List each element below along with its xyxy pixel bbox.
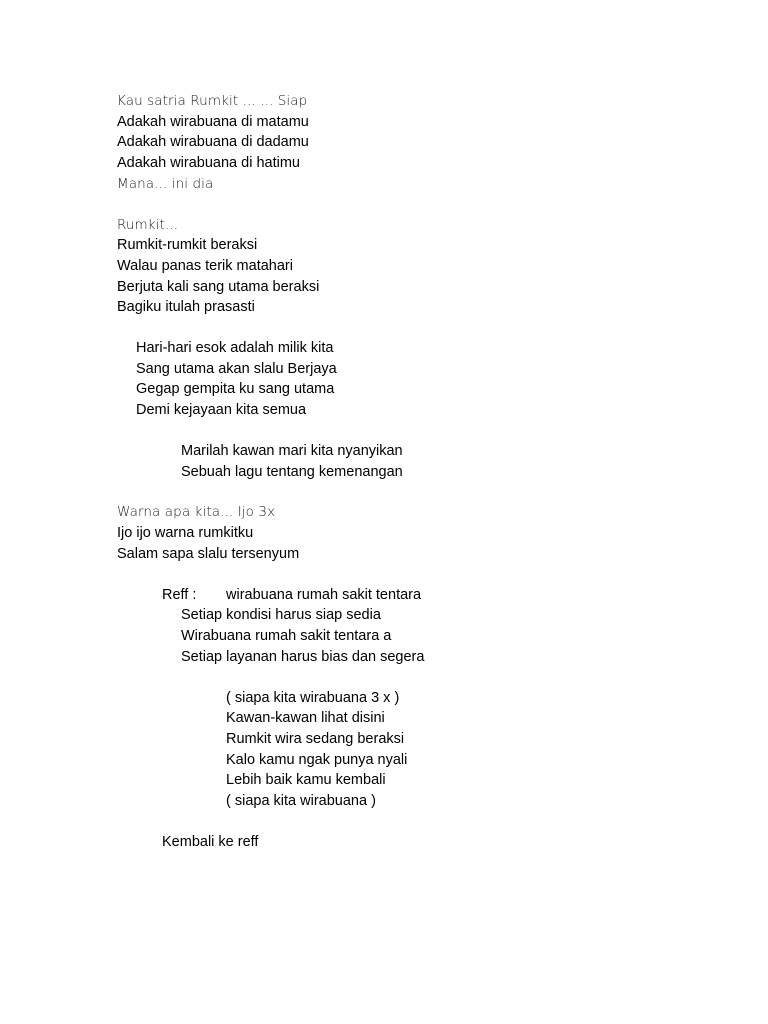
lyric-line: ( siapa kita wirabuana ): [226, 793, 376, 809]
lyric-line: Walau panas terik matahari: [117, 258, 293, 274]
lyric-line: Adakah wirabuana di matamu: [117, 114, 309, 130]
lyric-line: Warna apa kita... Ijo 3x: [117, 504, 276, 520]
lyric-line: Setiap kondisi harus siap sedia: [181, 607, 381, 623]
lyric-line: Rumkit...: [117, 217, 179, 233]
lyric-line: Wirabuana rumah sakit tentara a: [181, 628, 392, 644]
lyric-line: Salam sapa slalu tersenyum: [117, 546, 300, 562]
lyric-line: Setiap layanan harus bias dan segera: [181, 649, 425, 665]
lyric-line: Kau satria Rumkit ... ... Siap: [117, 93, 308, 109]
lyric-line: Adakah wirabuana di hatimu: [117, 155, 300, 171]
lyric-line: Berjuta kali sang utama beraksi: [117, 279, 320, 295]
lyric-line: Rumkit wira sedang beraksi: [226, 731, 405, 747]
lyric-line: wirabuana rumah sakit tentara: [226, 587, 422, 603]
lyric-line: Mana... ini dia: [117, 176, 214, 192]
lyric-line: Kalo kamu ngak punya nyali: [226, 752, 408, 768]
lyric-line: Kawan-kawan lihat disini: [226, 710, 385, 726]
lyric-line: Kembali ke reff: [162, 834, 259, 850]
lyric-line: Ijo ijo warna rumkitku: [117, 525, 254, 541]
lyric-line: Demi kejayaan kita semua: [136, 402, 307, 418]
lyric-line: Bagiku itulah prasasti: [117, 299, 255, 315]
lyric-line: Rumkit-rumkit beraksi: [117, 237, 258, 253]
lyric-line: Lebih baik kamu kembali: [226, 772, 386, 788]
lyric-line: Sebuah lagu tentang kemenangan: [181, 464, 403, 480]
lyric-line: ( siapa kita wirabuana 3 x ): [226, 690, 400, 706]
lyric-line: Gegap gempita ku sang utama: [136, 381, 335, 397]
reff-label: Reff :: [162, 587, 197, 603]
lyric-line: Marilah kawan mari kita nyanyikan: [181, 443, 403, 459]
reff-line: [162, 587, 482, 604]
lyric-line: Sang utama akan slalu Berjaya: [136, 361, 337, 377]
lyric-line: Adakah wirabuana di dadamu: [117, 134, 309, 150]
lyric-line: Hari-hari esok adalah milik kita: [136, 340, 334, 356]
